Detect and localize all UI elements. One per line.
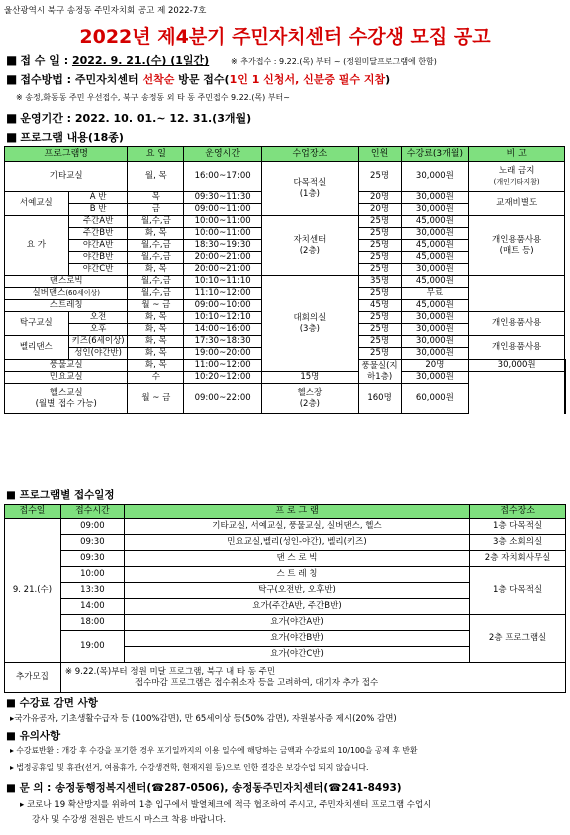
- program-group: 서예교실: [5, 192, 69, 216]
- schedule-program: 요가(주간A반, 주간B반): [124, 599, 469, 615]
- program-fee: 45,000원: [401, 300, 469, 312]
- program-name-note: (월별 접수 가능): [35, 398, 97, 409]
- schedule-program: 탁구(오전반, 오후반): [124, 583, 469, 599]
- schedule-program: 스 트 레 칭: [124, 567, 469, 583]
- remark-text: 개인용품사용: [469, 312, 565, 336]
- method-end: ): [385, 73, 391, 86]
- program-class: A 반: [68, 192, 128, 204]
- program-fee: 30,000원: [401, 348, 469, 360]
- program-fee: 30,000원: [401, 192, 469, 204]
- header-program: 프로그램명: [5, 147, 128, 162]
- program-time: 11:10~12:00: [184, 288, 262, 300]
- schedule-program: 댄 스 로 빅: [124, 551, 469, 567]
- program-class: 주간A반: [68, 216, 128, 228]
- program-class: 야간B반: [68, 252, 128, 264]
- program-fee: 무료: [401, 288, 469, 300]
- program-count: 25명: [358, 336, 401, 348]
- discount-text: ▸국가유공자, 기초생활수급자 등 (100%감면), 만 65세이상 등(50% 감면), 자원봉사증 제시(20% 감면): [10, 714, 397, 724]
- program-day: 월 ~ 금: [128, 300, 184, 312]
- program-class: 성인(야간반): [68, 348, 128, 360]
- operation-period: [6, 110, 251, 126]
- program-name: 풍물교실: [5, 360, 128, 372]
- program-count: 35명: [358, 276, 401, 288]
- table-row: [5, 384, 566, 414]
- notice-section-title: [6, 728, 60, 743]
- program-name-text: 실버댄스: [32, 288, 66, 298]
- program-name-text: 헬스교실: [49, 387, 83, 398]
- table-row: [5, 615, 566, 631]
- program-fee: 30,000원: [401, 264, 469, 276]
- program-fee: 30,000원: [469, 360, 565, 372]
- method-label: 접수방법 : 주민자치센터: [20, 73, 143, 86]
- program-count: 160명: [358, 384, 401, 414]
- schedule-time: 09:30: [60, 551, 124, 567]
- table-row: [5, 162, 566, 192]
- place-name: 자치센터: [293, 234, 327, 245]
- extra-line-2: 접수마감 프로그램은 접수취소자 등을 고려하여, 대기자 추가 접수: [134, 677, 379, 688]
- program-count: 20명: [401, 360, 469, 372]
- date-label: 접 수 일 :: [20, 54, 72, 67]
- program-day: 월,수,금: [128, 216, 184, 228]
- page-title: 2022년 제4분기 주민자치센터 수강생 모집 공고: [79, 26, 491, 48]
- method-highlight: 선착순: [142, 73, 175, 86]
- program-count: 25명: [358, 162, 401, 192]
- program-fee: 30,000원: [401, 372, 469, 384]
- notice-title: 유의사항: [19, 730, 61, 742]
- program-count: 25명: [358, 324, 401, 336]
- place-name: 다목적실: [293, 177, 327, 188]
- program-day: 화, 목: [128, 336, 184, 348]
- table-row: [5, 216, 566, 228]
- remark-text: 노래 금지: [498, 165, 535, 176]
- program-count: 25명: [358, 348, 401, 360]
- square-bullet-icon: ■: [6, 72, 18, 86]
- square-bullet-icon: ■: [6, 111, 18, 125]
- program-time: 10:20~12:00: [184, 372, 262, 384]
- schedule-place: 2층 자치회사무실: [470, 551, 566, 567]
- program-fee: 45,000원: [401, 216, 469, 228]
- header-remark: 비 고: [469, 147, 565, 162]
- program-time: 10:10~12:10: [184, 312, 262, 324]
- program-group: 탁구교실: [5, 312, 69, 336]
- extra-content: [60, 663, 565, 693]
- program-fee: 45,000원: [401, 240, 469, 252]
- schedule-time: 14:00: [60, 599, 124, 615]
- place-floor: (3층): [299, 323, 320, 334]
- program-day: 수: [128, 372, 184, 384]
- program-class: 오후: [68, 324, 128, 336]
- schedule-time: 09:30: [60, 535, 124, 551]
- program-time: 09:00~11:00: [184, 204, 262, 216]
- header-place: 수업장소: [262, 147, 359, 162]
- table-row: [5, 551, 566, 567]
- square-bullet-icon: ■: [6, 130, 18, 144]
- program-count: 25명: [358, 216, 401, 228]
- program-name: 스트레칭: [5, 300, 128, 312]
- method-note: ※ 송정,화동동 주민 우선접수, 북구 송정동 외 타 동 주민접수 9.22.(목) 부터~: [16, 93, 290, 102]
- program-count: 45명: [358, 300, 401, 312]
- program-count: 25명: [358, 288, 401, 300]
- program-time: 19:00~20:00: [184, 348, 262, 360]
- table-row: [5, 372, 566, 384]
- place-cell: [262, 384, 359, 414]
- header-time: 접수시간: [60, 505, 124, 519]
- schedule-table: [4, 504, 566, 693]
- square-bullet-icon: ■: [6, 782, 16, 794]
- header-count: 인원: [358, 147, 401, 162]
- program-name: [5, 384, 128, 414]
- program-time: 17:30~18:30: [184, 336, 262, 348]
- schedule-time: 18:00: [60, 615, 124, 631]
- program-fee: 60,000원: [401, 384, 469, 414]
- program-fee: 30,000원: [401, 312, 469, 324]
- notice-refund: ▸ 수강료반환 : 개강 후 수강을 포기한 경우 포기일까지의 이용 일수에 해당하는 금액과 수강료의 10/100을 공제 후 반환: [10, 746, 418, 755]
- program-day: 월,수,금: [128, 240, 184, 252]
- program-time: 10:00~11:00: [184, 216, 262, 228]
- program-fee: 30,000원: [401, 336, 469, 348]
- program-group: 요 가: [5, 216, 69, 276]
- place-cell: [262, 276, 359, 372]
- program-day: 화, 목: [128, 312, 184, 324]
- programs-title: 프로그램 내용(18종): [20, 131, 124, 144]
- place-floor: (2층): [299, 398, 320, 409]
- program-class: 야간C반: [68, 264, 128, 276]
- program-time: 16:00~17:00: [184, 162, 262, 192]
- remark-cell: [469, 216, 565, 276]
- schedule-program: 민요교실,벨리(성인-야간), 벨리(키즈): [124, 535, 469, 551]
- program-count: 25명: [358, 240, 401, 252]
- registration-method: [6, 71, 390, 87]
- remark-empty: [469, 276, 565, 312]
- program-time: 09:00~22:00: [184, 384, 262, 414]
- schedule-place: 1층 다목적실: [470, 519, 566, 535]
- programs-section-title: [6, 129, 124, 145]
- table-row: [5, 663, 566, 693]
- program-time: 18:30~19:30: [184, 240, 262, 252]
- program-fee: 30,000원: [401, 324, 469, 336]
- schedule-place: 2층 프로그램실: [470, 615, 566, 663]
- program-day: 월,수,금: [128, 276, 184, 288]
- programs-table: [4, 146, 566, 414]
- covid-notice-1: ▸ 코로나 19 확산방지를 위하여 1층 입구에서 발열체크에 적극 협조하여 주시고, 주민자치센터 프로그램 수업시: [20, 800, 432, 810]
- program-fee: 30,000원: [401, 162, 469, 192]
- program-day: 화, 목: [128, 264, 184, 276]
- extra-registration: ※ 추가접수 : 9.22.(목) 부터 ~ (정원미달프로그램에 한함): [231, 57, 437, 66]
- program-fee: 30,000원: [401, 228, 469, 240]
- table-row: [5, 276, 566, 288]
- program-class: 주간B반: [68, 228, 128, 240]
- header-time: 운영시간: [184, 147, 262, 162]
- program-name: [5, 288, 128, 300]
- schedule-place: 1층 다목적실: [470, 567, 566, 615]
- notice-number: 울산광역시 북구 송정동 주민자치회 공고 제 2022-7호: [4, 6, 207, 16]
- header-place: 접수장소: [470, 505, 566, 519]
- schedule-time: 10:00: [60, 567, 124, 583]
- schedule-date: 9. 21.(수): [5, 519, 61, 663]
- operation-text: 운영기간 : 2022. 10. 01.~ 12. 31.(3개월): [20, 112, 252, 125]
- extra-line-1: ※ 9.22.(목)부터 정원 미달 프로그램, 북구 내 타 동 주민: [64, 666, 276, 677]
- program-time: 20:00~21:00: [184, 264, 262, 276]
- program-time: 11:00~12:00: [184, 360, 262, 372]
- schedule-program: 요가(야간A반): [124, 615, 469, 631]
- place-floor: (1층): [299, 188, 320, 199]
- place-name: 헬스장: [297, 387, 323, 398]
- program-fee: 45,000원: [401, 276, 469, 288]
- schedule-place: 3층 소회의실: [470, 535, 566, 551]
- contact-text: 문 의 : 송정동행정복지센터(☎287-0506), 송정동주민자치센터(☎241-8493): [19, 782, 402, 794]
- program-class: B 반: [68, 204, 128, 216]
- remark-cell: [469, 162, 565, 192]
- schedule-section-title: [6, 487, 115, 502]
- remark-text: 교재비별도: [469, 192, 565, 216]
- covid-notice-2: 강사 및 수강생 전원은 반드시 마스크 착용 바랍니다.: [32, 815, 227, 825]
- program-day: 화, 목: [128, 360, 184, 372]
- program-day: 월,수,금: [128, 288, 184, 300]
- program-fee: 30,000원: [401, 204, 469, 216]
- program-class: 키즈(6세이상): [68, 336, 128, 348]
- registration-date: [6, 52, 437, 68]
- table-row: [5, 519, 566, 535]
- program-name-note: (60세이상): [65, 289, 100, 297]
- place-cell: 풍물실(지하1층): [358, 360, 401, 384]
- schedule-program: 기타교실, 서예교실, 풍물교실, 실버댄스, 헬스: [124, 519, 469, 535]
- program-time: 10:10~11:10: [184, 276, 262, 288]
- schedule-time: 09:00: [60, 519, 124, 535]
- table-row: [5, 567, 566, 583]
- schedule-title: 프로그램별 접수일정: [19, 489, 115, 501]
- method-mid: 방문 접수(: [174, 73, 230, 86]
- place-floor: (2층): [299, 245, 320, 256]
- header-day: 요 일: [128, 147, 184, 162]
- program-day: 월, 목: [128, 162, 184, 192]
- program-time: 20:00~21:00: [184, 252, 262, 264]
- table-row: [5, 535, 566, 551]
- square-bullet-icon: ■: [6, 53, 18, 67]
- program-count: 25명: [358, 252, 401, 264]
- schedule-program: 요가(야간B반): [124, 631, 469, 647]
- program-day: 화, 목: [128, 228, 184, 240]
- header-fee: 수강료(3개월): [401, 147, 469, 162]
- discount-title: 수강료 감면 사항: [19, 697, 98, 709]
- schedule-time: 19:00: [60, 631, 124, 663]
- place-cell: [262, 162, 359, 216]
- schedule-program: 요가(야간C반): [124, 647, 469, 663]
- place-cell: [262, 216, 359, 276]
- square-bullet-icon: ■: [6, 489, 16, 501]
- header-date: 접수일: [5, 505, 61, 519]
- discount-section-title: [6, 695, 98, 710]
- schedule-time: 13:30: [60, 583, 124, 599]
- program-day: 월 ~ 금: [128, 384, 184, 414]
- program-count: 25명: [358, 228, 401, 240]
- program-count: 25명: [358, 312, 401, 324]
- program-group: 벨리댄스: [5, 336, 69, 360]
- square-bullet-icon: ■: [6, 697, 16, 709]
- program-day: 화, 목: [128, 324, 184, 336]
- extra-label: 추가모집: [5, 663, 61, 693]
- program-class: 야간A반: [68, 240, 128, 252]
- program-class: 오전: [68, 312, 128, 324]
- program-fee: 45,000원: [401, 252, 469, 264]
- program-count: 15명: [262, 372, 359, 384]
- remark-empty: [565, 360, 566, 414]
- remark-text: 개인용품사용: [469, 336, 565, 360]
- remark-subtext: (매트 등): [499, 245, 534, 256]
- program-time: 09:30~11:30: [184, 192, 262, 204]
- date-value: 2022. 9. 21.(수) (1일간): [71, 54, 210, 67]
- contact-line: [6, 780, 402, 795]
- program-time: 14:00~16:00: [184, 324, 262, 336]
- program-count: 20명: [358, 204, 401, 216]
- program-day: 화, 목: [128, 348, 184, 360]
- notice-holiday: ▸ 법정공휴일 및 휴관(선거, 여름휴가, 수강생견학, 현재지원 등)으로 인한 결강은 보강수업 되지 않습니다.: [10, 763, 369, 772]
- remark-text: 개인용품사용: [492, 234, 542, 245]
- program-name: 민요교실: [5, 372, 128, 384]
- method-requirement: 1인 1 신청서, 신분증 필수 지참: [229, 73, 386, 86]
- program-count: 25명: [358, 264, 401, 276]
- header-program: 프 로 그 램: [124, 505, 469, 519]
- program-time: 10:00~11:00: [184, 228, 262, 240]
- program-day: 목: [128, 192, 184, 204]
- program-time: 09:00~10:00: [184, 300, 262, 312]
- remark-subtext: (개인기타지참): [493, 177, 540, 186]
- program-day: 금: [128, 204, 184, 216]
- square-bullet-icon: ■: [6, 730, 16, 742]
- program-name: 댄스로빅: [5, 276, 128, 288]
- program-name: 기타교실: [5, 162, 128, 192]
- place-name: 대회의실: [293, 312, 327, 323]
- program-day: 월,수,금: [128, 252, 184, 264]
- program-count: 20명: [358, 192, 401, 204]
